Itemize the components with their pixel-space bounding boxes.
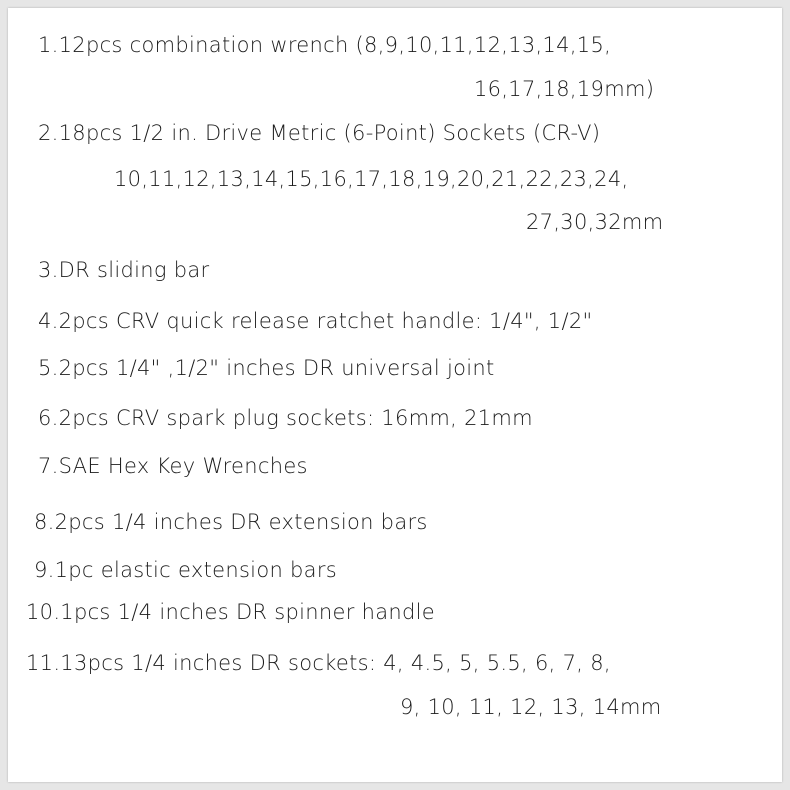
item-2-line-1: 2.18pcs 1/2 in. Drive Metric (6-Point) Sockets (CR-V): [38, 121, 601, 145]
item-2-line-3: 27,30,32mm: [526, 210, 664, 234]
item-2-line-2: 10,11,12,13,14,15,16,17,18,19,20,21,22,23,24,: [114, 167, 629, 191]
item-1-line-2: 16,17,18,19mm): [474, 77, 655, 101]
item-1-line-1: 1.12pcs combination wrench (8,9,10,11,12,13,14,15,: [38, 33, 612, 57]
item-10: 10.1pcs 1/4 inches DR spinner handle: [26, 600, 436, 624]
item-7: 7.SAE Hex Key Wrenches: [38, 454, 308, 478]
item-3: 3.DR sliding bar: [38, 258, 210, 282]
item-5: 5.2pcs 1/4" ,1/2" inches DR universal joint: [38, 356, 495, 380]
item-6: 6.2pcs CRV spark plug sockets: 16mm, 21mm: [38, 406, 533, 430]
item-11-line-1: 11.13pcs 1/4 inches DR sockets: 4, 4.5, 5, 5.5, 6, 7, 8,: [26, 651, 611, 675]
item-9: 9.1pc elastic extension bars: [34, 558, 338, 582]
item-11-line-2: 9, 10, 11, 12, 13, 14mm: [400, 695, 662, 719]
item-8: 8.2pcs 1/4 inches DR extension bars: [34, 510, 428, 534]
item-4: 4.2pcs CRV quick release ratchet handle: 1/4", 1/2": [38, 309, 593, 333]
